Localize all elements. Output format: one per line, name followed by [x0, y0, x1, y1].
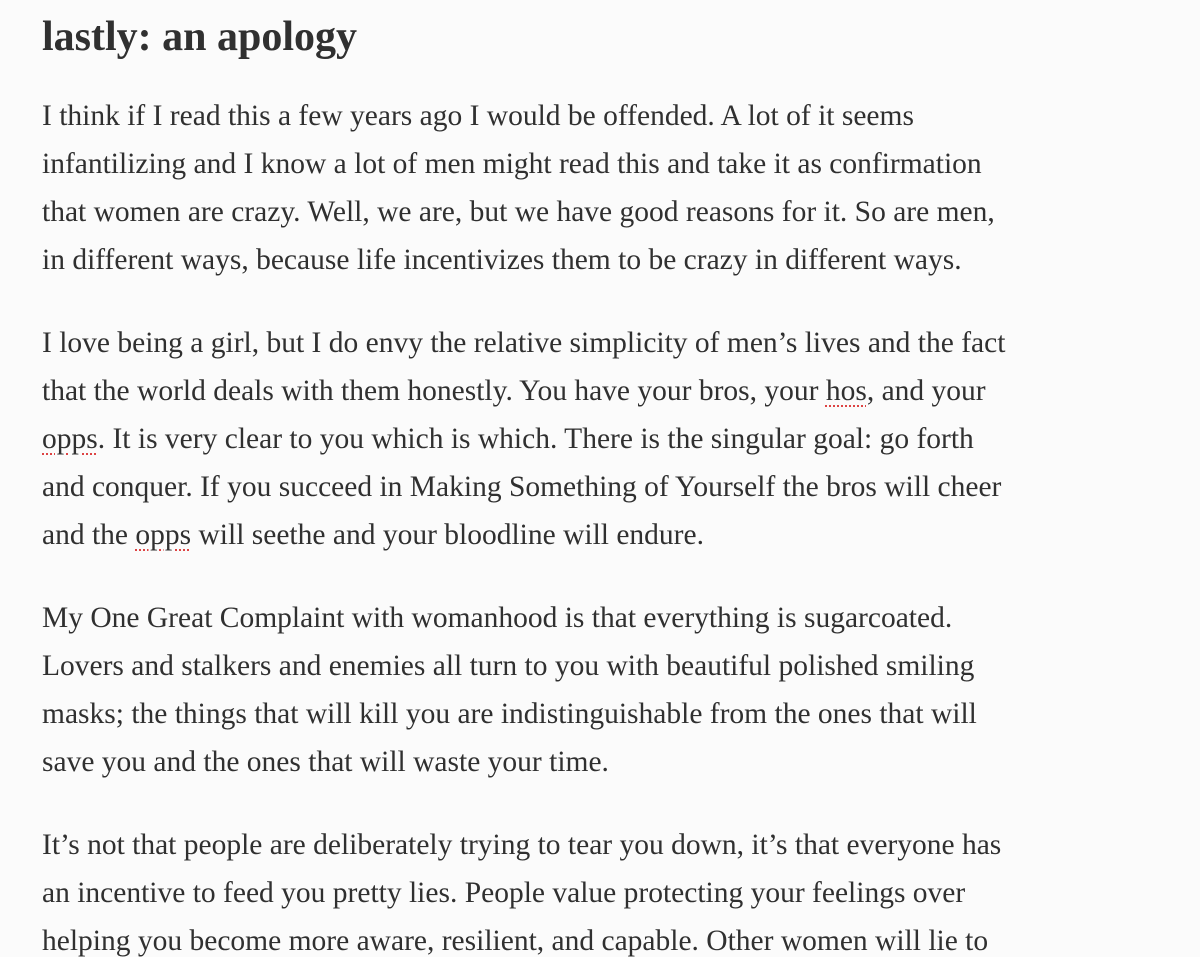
paragraph-list: [42, 92, 1152, 957]
text-line: [42, 690, 1152, 738]
text-segment: and the: [42, 519, 136, 551]
body-paragraph: [42, 319, 1152, 559]
text-line: [42, 319, 1152, 367]
text-line: [42, 594, 1152, 642]
text-segment: , and your: [866, 375, 986, 407]
text-line: [42, 367, 1152, 415]
spellcheck-flagged-word: opps: [135, 519, 192, 551]
text-segment: I love being a girl, but I do envy the relative simplicity of men’s lives and the fact: [42, 327, 1006, 359]
text-line: [42, 642, 1152, 690]
text-line: [42, 738, 1152, 786]
text-segment: masks; the things that will kill you are indistinguishable from the ones that will: [42, 698, 977, 730]
body-paragraph: [42, 821, 1152, 957]
article-body: [42, 10, 1152, 957]
text-segment: in different ways, because life incentivizes them to be crazy in different ways.: [42, 244, 962, 276]
text-segment: helping you become more aware, resilient, and capable. Other women will lie to: [42, 925, 989, 957]
text-line: [42, 415, 1152, 463]
spellcheck-flagged-word: opps: [42, 423, 98, 455]
text-segment: will seethe and your bloodline will endure.: [191, 519, 704, 551]
body-paragraph: [42, 594, 1152, 786]
text-segment: It’s not that people are deliberately trying to tear you down, it’s that everyone has: [42, 829, 1002, 861]
text-line: [42, 511, 1152, 559]
text-line: [42, 821, 1152, 869]
text-line: [42, 463, 1152, 511]
text-line: [42, 869, 1152, 917]
text-line: [42, 188, 1152, 236]
text-segment: Lovers and stalkers and enemies all turn to you with beautiful polished smiling: [42, 650, 975, 682]
text-segment: an incentive to feed you pretty lies. People value protecting your feelings over: [42, 877, 966, 909]
text-segment: I think if I read this a few years ago I would be offended. A lot of it seems: [42, 100, 914, 132]
text-line: [42, 917, 1152, 957]
text-line: [42, 236, 1152, 284]
text-segment: . It is very clear to you which is which. There is the singular goal: go forth: [97, 423, 974, 455]
text-segment: save you and the ones that will waste your time.: [42, 746, 609, 778]
spellcheck-flagged-word: hos: [825, 375, 867, 407]
text-segment: and conquer. If you succeed in Making Something of Yourself the bros will cheer: [42, 471, 1002, 503]
text-segment: My One Great Complaint with womanhood is that everything is sugarcoated.: [42, 602, 953, 634]
text-line: [42, 140, 1152, 188]
text-segment: that the world deals with them honestly. You have your bros, your: [42, 375, 826, 407]
body-paragraph: [42, 92, 1152, 284]
text-line: [42, 92, 1152, 140]
text-segment: that women are crazy. Well, we are, but we have good reasons for it. So are men,: [42, 196, 995, 228]
text-segment: infantilizing and I know a lot of men might read this and take it as confirmation: [42, 148, 982, 180]
section-heading: lastly: an apology: [42, 14, 358, 60]
